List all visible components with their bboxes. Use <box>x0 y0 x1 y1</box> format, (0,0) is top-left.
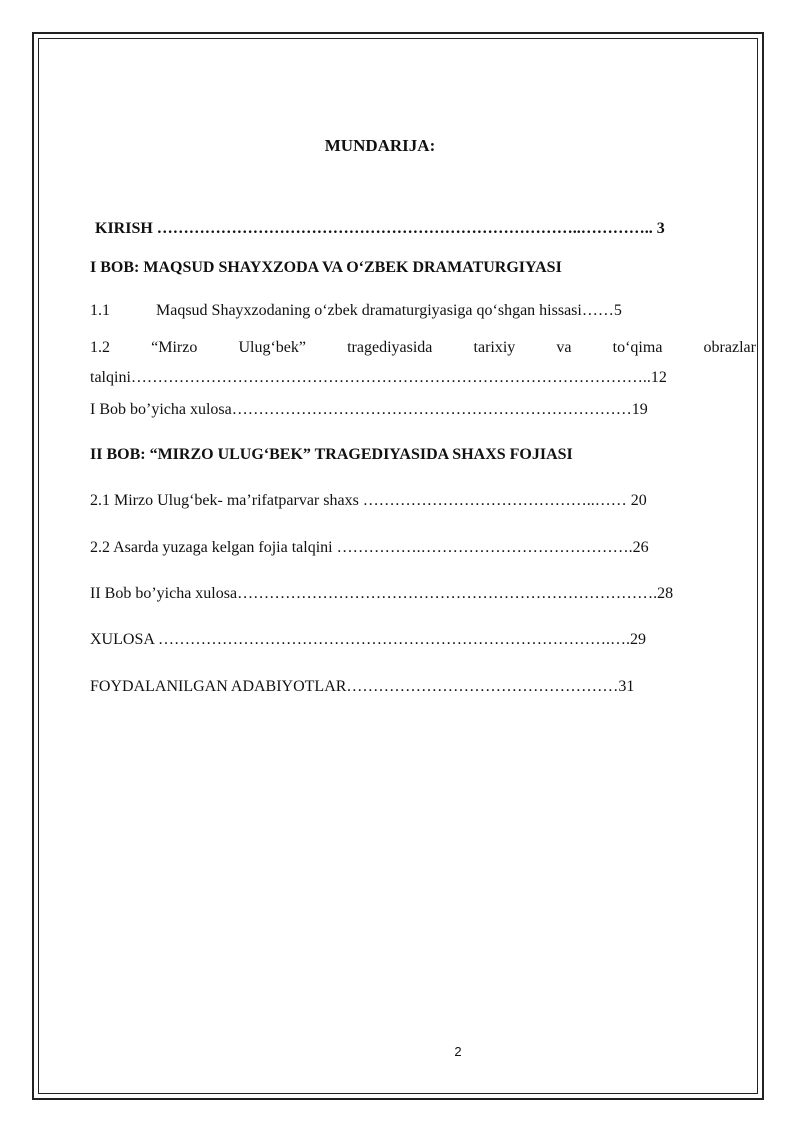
toc-item-1-2-word: va <box>556 339 572 356</box>
toc-item-1-2 <box>90 338 756 358</box>
toc-item-1-2-word: to‘qima <box>612 339 663 356</box>
toc-item-1-1-text: Maqsud Shayxzodaning o‘zbek dramaturgiyasiga qo‘shgan hissasi……5 <box>156 302 622 319</box>
toc-item-1-2-word: obrazlar <box>703 339 756 356</box>
toc-item-1-2-continued: talqini……………………………………………………………………………………..12 <box>90 369 667 386</box>
toc-chapter-2-conclusion: II Bob bo’yicha xulosa…………………………………………………………………….28 <box>90 585 674 602</box>
toc-item-2-1: 2.1 Mirzo Ulug‘bek- ma’rifatparvar shaxs ……………………………………..…… 20 <box>90 492 647 509</box>
toc-references: FOYDALANILGAN ADABIYOTLAR……………………………………………31 <box>90 678 635 695</box>
toc-item-1-1-number: 1.1 <box>90 302 110 319</box>
toc-chapter-1: I BOB: MAQSUD SHAYXZODA VA O‘ZBEK DRAMATURGIYASI <box>90 259 562 276</box>
toc-item-1-2-word: “Mirzo <box>151 339 198 356</box>
toc-item-1-2-word: Ulug‘bek” <box>238 339 306 356</box>
toc-kirish: KIRISH ……………………………………………………………………..………….. 3 <box>95 220 665 237</box>
page-number: 2 <box>454 1044 462 1059</box>
page-border-inner <box>38 38 758 1094</box>
toc-item-1-1 <box>90 301 622 321</box>
page-title: MUNDARIJA: <box>324 136 436 155</box>
toc-item-1-2-number: 1.2 <box>90 339 110 356</box>
toc-item-1-2-word: tragediyasida <box>347 339 433 356</box>
toc-item-1-2-word: tarixiy <box>473 339 516 356</box>
toc-chapter-1-conclusion: I Bob bo’yicha xulosa…………………………………………………………………19 <box>90 401 648 418</box>
toc-chapter-2: II BOB: “MIRZO ULUG‘BEK” TRAGEDIYASIDA SHAXS FOJIASI <box>90 446 573 463</box>
toc-conclusion: XULOSA ………………………………………………………………………….….29 <box>90 631 647 648</box>
toc-item-2-2: 2.2 Asarda yuzaga kelgan fojia talqini …………….………………………………….26 <box>90 539 649 556</box>
